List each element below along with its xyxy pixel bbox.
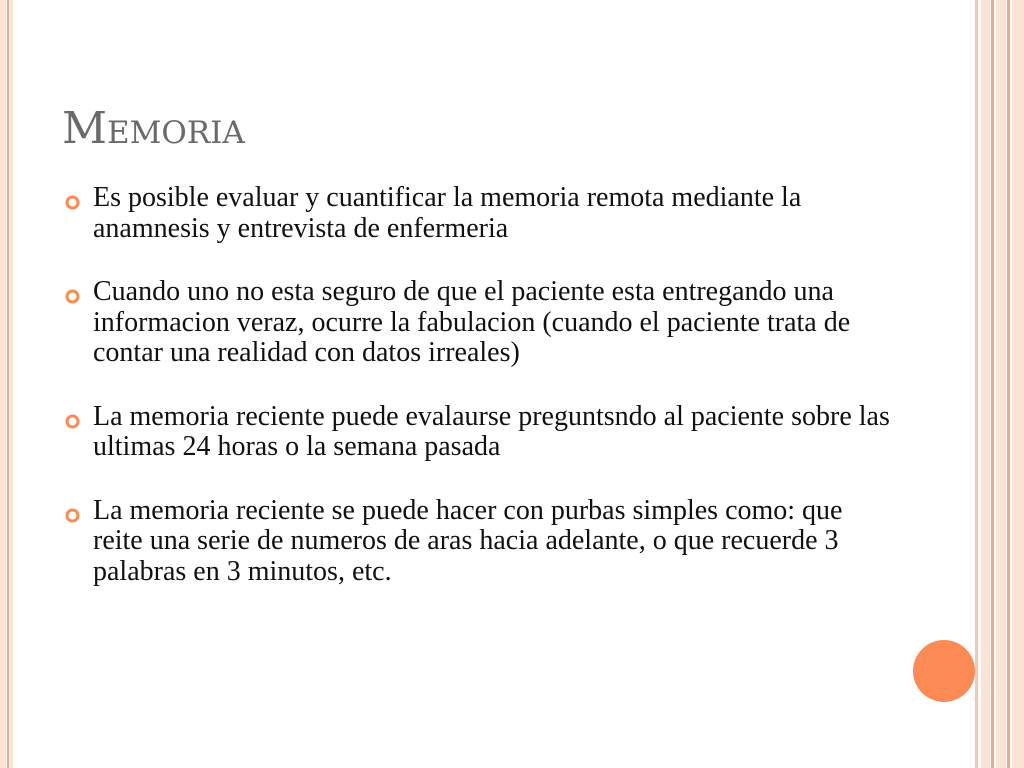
left-stripe [0, 0, 6, 768]
right-stripe [1012, 0, 1024, 768]
right-stripe [996, 0, 1006, 768]
bullet-dot-icon [65, 195, 80, 210]
bullet-text: La memoria reciente se puede hacer con purbas simples como: que reite una serie de numeros de aras hacia adelante, o que recuerde 3 palabras en 3 minutos, etc. [93, 494, 843, 587]
bullet-list [62, 183, 892, 620]
bullet-text: La memoria reciente puede evalaurse preguntsndo al paciente sobre las ultimas 24 horas o la semana pasada [93, 400, 890, 462]
right-stripe [975, 0, 978, 768]
orange-circle-icon [913, 640, 975, 702]
right-stripe [1007, 0, 1010, 768]
bullet-item [62, 277, 892, 369]
bullet-item [62, 496, 892, 588]
left-stripe [10, 0, 13, 768]
bullet-text: Es posible evaluar y cuantificar la memoria remota mediante la anamnesis y entrevista de enfermeria [93, 182, 802, 244]
bullet-dot-icon [65, 414, 80, 429]
right-stripe [991, 0, 994, 768]
bullet-dot-icon [65, 508, 80, 523]
bullet-dot-icon [65, 289, 80, 304]
left-stripe [7, 0, 9, 768]
right-stripe [981, 0, 990, 768]
bullet-item [62, 402, 892, 463]
slide-title: Memoria [62, 103, 245, 154]
bullet-text: Cuando uno no esta seguro de que el paciente esta entregando una informacion veraz, ocurre la fabulacion (cuando el paciente trata de contar una realidad con datos irreales) [93, 276, 851, 368]
bullet-item [62, 183, 892, 244]
